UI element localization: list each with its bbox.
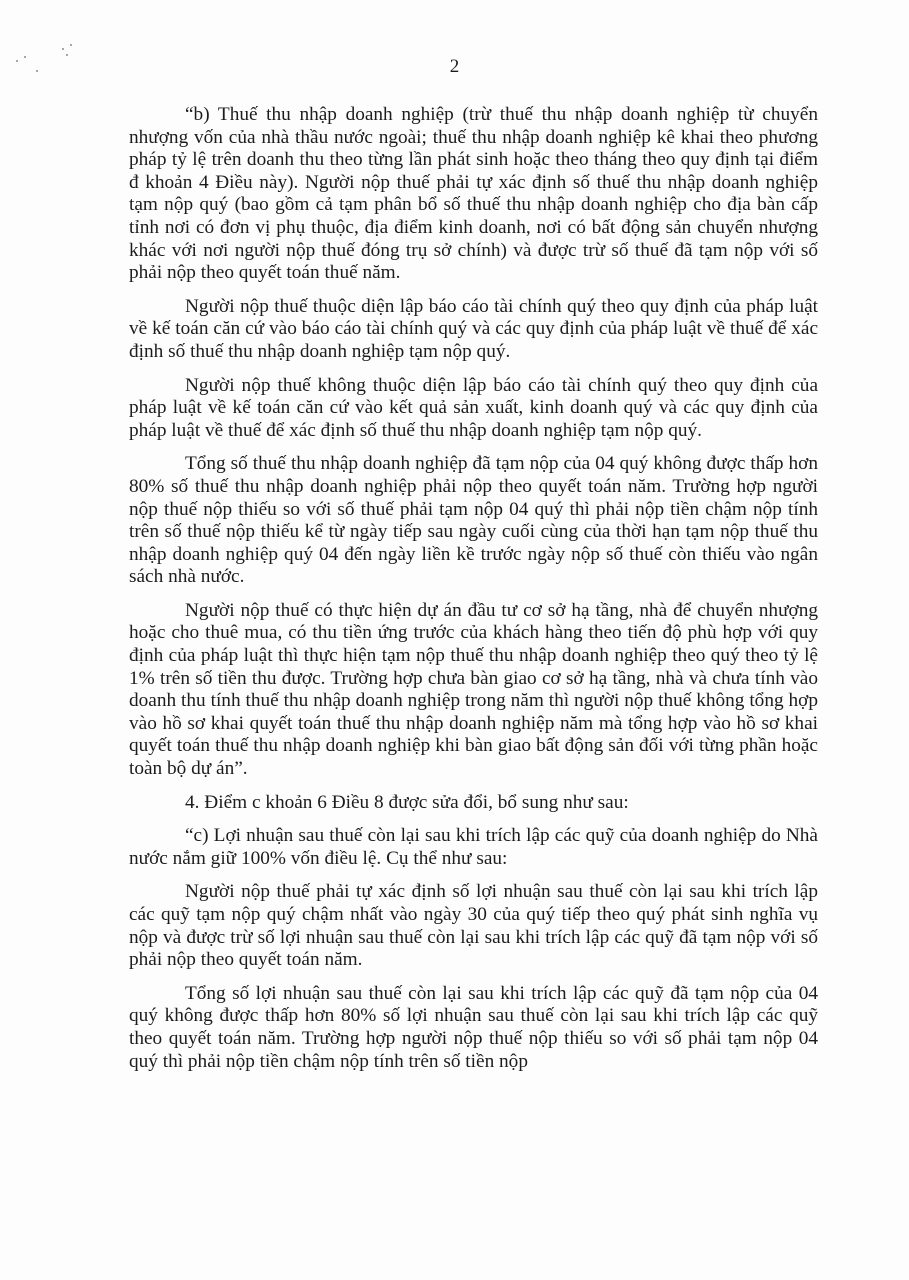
paragraph-c-profit-after-tax: “c) Lợi nhuận sau thuế còn lại sau khi trích lập các quỹ của doanh nghiệp do Nhà nước nắm giữ 100% vốn điều lệ. Cụ thể như sau: xyxy=(129,825,818,869)
page-number: 2 xyxy=(449,56,460,77)
paragraph-infrastructure-project: Người nộp thuế có thực hiện dự án đầu tư cơ sở hạ tầng, nhà để chuyển nhượng hoặc cho thuê mua, có thu tiền ứng trước của khách hàng theo tiến độ phù hợp với quy định của pháp luật thì thực hiện tạm nộp thuế thu nhập doanh nghiệp theo quý theo tỷ lệ 1% trên số tiền thu được. Trường hợp chưa bàn giao cơ sở hạ tầng, nhà và chưa tính vào doanh thu tính thuế thu nhập doanh nghiệp trong năm thì người nộp thuế không tổng hợp vào hồ sơ khai quyết toán thuế thu nhập doanh nghiệp năm mà tổng hợp vào hồ sơ khai quyết toán thuế thu nhập doanh nghiệp khi bàn giao bất động sản đối với từng phần hoặc toàn bộ dự án”. xyxy=(129,599,818,780)
document-body xyxy=(129,104,818,1084)
paragraph-b-income-tax: “b) Thuế thu nhập doanh nghiệp (trừ thuế thu nhập doanh nghiệp từ chuyển nhượng vốn của nhà thầu nước ngoài; thuế thu nhập doanh nghiệp kê khai theo phương pháp tỷ lệ trên doanh thu theo từng lần phát sinh hoặc theo tháng theo quy định tại điểm đ khoản 4 Điều này). Người nộp thuế phải tự xác định số thuế thu nhập doanh nghiệp tạm nộp quý (bao gồm cả tạm phân bổ số thuế thu nhập doanh nghiệp cho địa bàn cấp tỉnh nơi có đơn vị phụ thuộc, địa điểm kinh doanh, nơi có bất động sản chuyển nhượng khác với nơi người nộp thuế đóng trụ sở chính) và được trừ số thuế đã tạm nộp với số phải nộp theo quyết toán thuế năm. xyxy=(129,104,818,284)
paragraph-quarterly-report: Người nộp thuế thuộc diện lập báo cáo tài chính quý theo quy định của pháp luật về kế toán căn cứ vào báo cáo tài chính quý và các quy định của pháp luật về thuế để xác định số thuế thu nhập doanh nghiệp tạm nộp quý. xyxy=(129,295,818,362)
paragraph-clause-4: 4. Điểm c khoản 6 Điều 8 được sửa đổi, bổ sung như sau: xyxy=(185,791,629,813)
paragraph-no-quarterly-report: Người nộp thuế không thuộc diện lập báo cáo tài chính quý theo quy định của pháp luật về kế toán căn cứ vào kết quả sản xuất, kinh doanh quý và các quy định của pháp luật về thuế để xác định số thuế thu nhập doanh nghiệp tạm nộp quý. xyxy=(129,374,818,441)
paragraph-self-determine-profit: Người nộp thuế phải tự xác định số lợi nhuận sau thuế còn lại sau khi trích lập các quỹ tạm nộp quý chậm nhất vào ngày 30 của quý tiếp theo quý phát sinh nghĩa vụ nộp và được trừ số lợi nhuận sau thuế còn lại sau khi trích lập các quỹ đã tạm nộp với số phải nộp theo quyết toán năm. xyxy=(129,881,818,971)
paragraph-total-80-percent: Tổng số thuế thu nhập doanh nghiệp đã tạm nộp của 04 quý không được thấp hơn 80% số thuế thu nhập doanh nghiệp phải nộp theo quyết toán năm. Trường hợp người nộp thuế nộp thiếu so với số thuế phải tạm nộp 04 quý thì phải nộp tiền chậm nộp tính trên số thuế nộp thiếu kể từ ngày tiếp sau ngày cuối cùng của thời hạn tạm nộp thuế thu nhập doanh nghiệp quý 04 đến ngày liền kề trước ngày nộp số thuế còn thiếu vào ngân sách nhà nước. xyxy=(129,453,818,588)
paragraph-total-profit-80-percent: Tổng số lợi nhuận sau thuế còn lại sau khi trích lập các quỹ đã tạm nộp của 04 quý không được thấp hơn 80% số lợi nhuận sau thuế còn lại sau khi trích lập các quỹ theo quyết toán năm. Trường hợp người nộp thuế nộp thiếu so với số phải tạm nộp 04 quý thì phải nộp tiền chậm nộp tính trên số tiền nộp xyxy=(129,982,818,1072)
